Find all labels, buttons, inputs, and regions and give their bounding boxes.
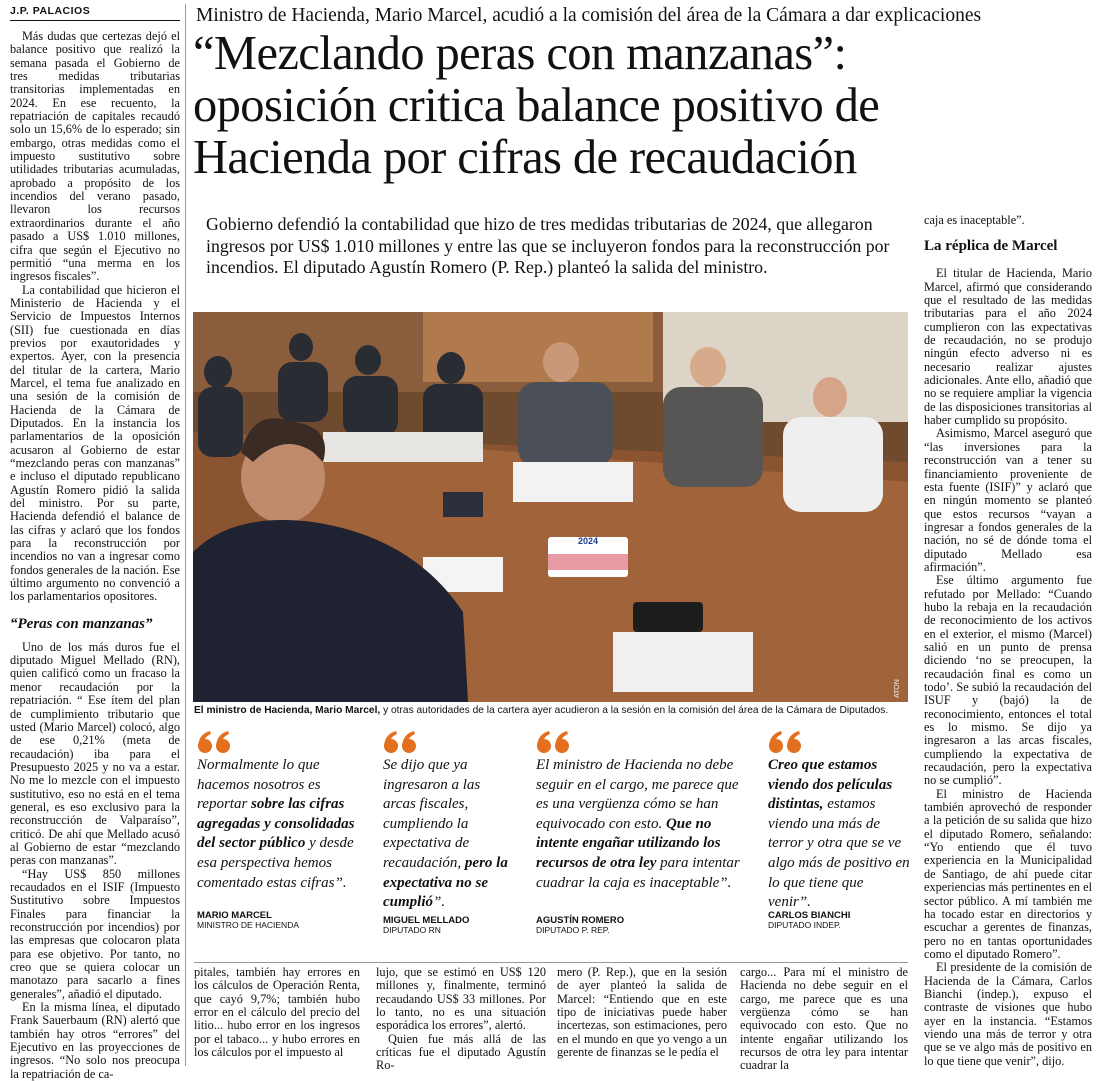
paragraph: pitales, también hay errores en los cálculos de Operación Renta, que cayó 9,7%; también hubo error en el cálculo del precio del litio... hubo error en los ingresos por el tabaco... y hubo errores en los cálculos por el impuesto al <box>194 965 360 1060</box>
subhead: La réplica de Marcel <box>924 238 1058 255</box>
paragraph: El titular de Hacienda, Mario Marcel, afirmó que considerando que el resultado de las medidas tributarias para el año 2024 cumplieron con las expectativas de recaudación, no se produjo ningún efecto adverso ni es necesario realizar ajustes adicionales. Ante ello, añadió que no se requiere ampliar la vigencia de las disposiciones transitorias al haber cumplido su propósito. <box>924 266 1092 428</box>
paragraph: En la misma línea, el diputado Frank Sauerbaum (RN) alertó que también hay otros “errores” del Ejecutivo en las proyecciones de ingresos. “No solo nos preocupa la repatriación de ca- <box>10 1000 180 1081</box>
quote-mark-icon <box>197 730 369 756</box>
quote-author: AGUSTÍN ROMERO <box>536 915 625 926</box>
quote-mark-icon <box>383 730 513 756</box>
subhead: “Peras con manzanas” <box>10 615 153 632</box>
quote-text-part: ”. <box>433 894 446 911</box>
paragraph: Más dudas que certezas dejó el balance positivo que realizó la semana pasada el Gobierno de tres medidas tributarias transitorias implementadas en 2024. En ese recuento, la repatriación de capitales recaudó solo un 15,6% de lo esperado; sin embargo, otras medidas como el impuesto sustitutivo sobre utilidades tributarias acumuladas, aprobado a propósito de los incendios del verano pasado, llevaron los recursos extraordinarios durante el año pasado a US$ 1.010 millones, cifra que según el Ejecutivo no permitió “una merma en los ingresos fiscales”. <box>10 29 180 284</box>
paragraph: mero (P. Rep.), que en la sesión de ayer planteó la salida de Marcel: “Entiendo que en este tipo de iniciativas puede haber incertezas, son estimaciones, pero en el mundo en que yo vengo a un gerente de finanzas se le pedía el <box>557 965 727 1060</box>
headline-line-2: oposición critica balance positivo de <box>193 79 880 132</box>
quote-text-bold: pero la expectativa no se cumplió <box>383 854 508 911</box>
headline-line-1: “Mezclando peras con manzanas”: <box>193 27 847 80</box>
paragraph: Uno de los más duros fue el diputado Miguel Mellado (RN), quien calificó como un fracaso la menor recaudación por la repatriación. “ Ese ítem del plan de cumplimiento tributario que usted (Mario Marcel) colocó, algo de ese 0,21% (meta de recaudación) iba para el Presupuesto 2025 y no va a estar. No me lo mezcle con el impuesto sustitutivo, eso no está en el tema general, es eso exclusivo para la reconstrucción de Valparaíso”, criticó. De ahí que Mellado acusó al Gobierno de estar “mezclando peras con manzanas”. <box>10 639 180 868</box>
photo-caption <box>194 704 909 717</box>
quote-text-part: estamos viendo una más de terror y otra que se ve algo más de positivo en lo que tiene que venir”. <box>768 796 910 911</box>
column-divider <box>185 4 186 1066</box>
quote-text <box>536 757 740 891</box>
pull-quote <box>768 730 910 913</box>
article-column <box>557 966 727 1059</box>
quote-author-role: DIPUTADO INDEP. <box>768 920 841 930</box>
quote-author: MARIO MARCEL <box>197 910 272 921</box>
quote-text <box>383 757 508 910</box>
divider <box>194 962 908 963</box>
deck: Gobierno defendió la contabilidad que hizo de tres medidas tributarias de 2024, que allegaron ingresos por US$ 1.010 millones y entre las que se incluyeron fondos para la reconstrucción por incendios. El diputado Agustín Romero (P. Rep.) planteó la salida del ministro. <box>206 214 890 277</box>
paragraph: Asimismo, Marcel aseguró que “las inversiones para la reconstrucción van a tener su financiamiento proveniente de esta fuente (ISIF)” y aclaró que en ningún momento se planteó que estos recursos “vayan a ingresar a fondos generales de la nación, no sé de dónde toma el diputado Mellado esa afirmación”. <box>924 426 1092 574</box>
article-column <box>376 966 546 1073</box>
photo-credit: ATON <box>894 679 901 698</box>
kicker: Ministro de Hacienda, Mario Marcel, acudió a la comisión del área de la Cámara a dar explicaciones <box>196 5 982 26</box>
quote-text-part: para intentar cuadrar la caja es inaceptable”. <box>536 854 740 891</box>
article-column-left <box>10 30 180 1081</box>
pull-quote <box>197 730 369 893</box>
quote-text <box>197 757 355 891</box>
paragraph: lujo, que se estimó en US$ 120 millones y, finalmente, terminó recaudando US$ 33 millones. Por lo tanto, no es una situación esporádica los errores”, alertó. <box>376 965 546 1033</box>
quote-author: MIGUEL MELLADO <box>383 915 470 926</box>
byline-rule <box>10 20 180 21</box>
quote-text-bold: Que no intente engañar utilizando los recursos de otra ley <box>536 815 721 871</box>
caption-text: y otras autoridades de la cartera ayer acudieron a la sesión en la comisión del área de la Cámara de Diputados. <box>380 705 889 716</box>
quote-mark-icon <box>536 730 746 756</box>
quote-text <box>768 757 910 910</box>
quote-author-role: DIPUTADO P. REP. <box>536 925 610 935</box>
article-column <box>194 966 360 1059</box>
quote-text-part: Se dijo que ya ingresaron a las arcas fiscales, cumpliendo la expectativa de recaudación, <box>383 757 481 871</box>
quote-text-part: y desde esa perspectiva hemos comentado estas cifras”. <box>197 835 354 891</box>
paragraph: El ministro de Hacienda también aprovechó de responder a la petición de su salida que hizo el diputado Romero, señalando: “Yo entiendo que él tuvo experiencia en la Municipalidad de Santiago, de ahí puede citar experiencias más pertinentes en el sector público. A mí también me ha tocado estar en directorios y escuchar a gerentes de finanzas, pero no en tantas oportunidades como el diputado Romero”. <box>924 786 1092 961</box>
byline: J.P. PALACIOS <box>10 5 91 17</box>
paragraph: cargo... Para mí el ministro de Hacienda no debe seguir en el cargo, me parece que es una vergüenza cómo se han equivocado con esto. Que no intente engañar utilizando los recursos de otra ley para intentar cuadrar la <box>740 965 908 1073</box>
quote-author-role: MINISTRO DE HACIENDA <box>197 920 300 930</box>
pull-quote <box>383 730 513 913</box>
article-column-right <box>924 214 1092 1068</box>
quote-text-bold: sobre las cifras agregadas y consolidadas del sector público <box>197 796 355 852</box>
pull-quote <box>536 730 746 893</box>
paragraph: El presidente de la comisión de Hacienda de la Cámara, Carlos Bianchi (indep.), expuso el contraste de visiones que hubo ayer en la instancia. “Estamos viendo una más de terror y otra que se ve algo más de positivo en lo que tiene que venir”, dijo. <box>924 960 1092 1068</box>
calendar-label: 2024 <box>577 536 599 546</box>
quote-text-bold: Creo que estamos viendo dos películas distintas, <box>768 757 893 813</box>
headline-line-3: Hacienda por cifras de recaudación <box>193 131 857 184</box>
quote-text-part: El ministro de Hacienda no debe seguir en el cargo, me parece que es una vergüenza cómo se han equivocado con esto. <box>536 757 739 832</box>
quote-author: CARLOS BIANCHI <box>768 910 851 921</box>
article-column <box>740 966 908 1073</box>
caption-lead: El ministro de Hacienda, Mario Marcel, <box>194 705 381 716</box>
quote-text-part: Normalmente lo que hacemos nosotros es reportar <box>197 757 321 813</box>
paragraph: Ese último argumento fue refutado por Mellado: “Cuando hubo la rebaja en la recaudación de reconocimiento de los activos en el exterior, el mismo (Marcel) salió en un punto de prensa diciendo ‘no se preocupen, la recaudación final es como un todo’. Se subió la recaudación del ISUF y (bajó) la de reconocimiento, entonces el total es lo mismo. Se dijo ya ingresaron a las arcas fiscales, cumpliendo la expectativa de recaudación, pero la expectativa no se cumplió”. <box>924 573 1092 788</box>
news-photo <box>193 312 908 702</box>
paragraph: Quien fue más allá de las críticas fue el diputado Agustín Ro- <box>376 1031 546 1073</box>
paragraph: La contabilidad que hicieron el Ministerio de Hacienda y el Servicio de Impuestos Internos (SII) fue cuestionada en días previos por exautoridades y expertos. Ayer, con la presencia del titular de la cartera, Mario Marcel, el tema fue analizado en una sesión de la comisión de Hacienda de la Cámara de Diputados. En la instancia los parlamentarios de la oposición acusaron al Gobierno de estar “mezclando peras con manzanas” e incluso el diputado republicano Agustín Romero pidió la salida del ministro. Por su parte, Hacienda defendió el balance de las cifras y aclaró que los fondos para la reconstrucción por incendios no van a ingresar como fondos generales de la nación. Ese último argumento no convenció a los parlamentarios opositores. <box>10 282 180 604</box>
paragraph: caja es inaceptable”. <box>924 213 1025 227</box>
headline <box>193 28 1098 184</box>
quote-author-role: DIPUTADO RN <box>383 925 441 935</box>
quote-mark-icon <box>768 730 910 756</box>
paragraph: “Hay US$ 850 millones recaudados en el ISIF (Impuesto Sustitutivo sobre Impuestos Finales para financiar la reconstrucción por incendios) por las empresas que colocaron plata para ese objetivo. Por tanto, no creo que se quiera colocar un manotazo para sacarlo a fines generales”, añadió el diputado. <box>10 866 180 1001</box>
